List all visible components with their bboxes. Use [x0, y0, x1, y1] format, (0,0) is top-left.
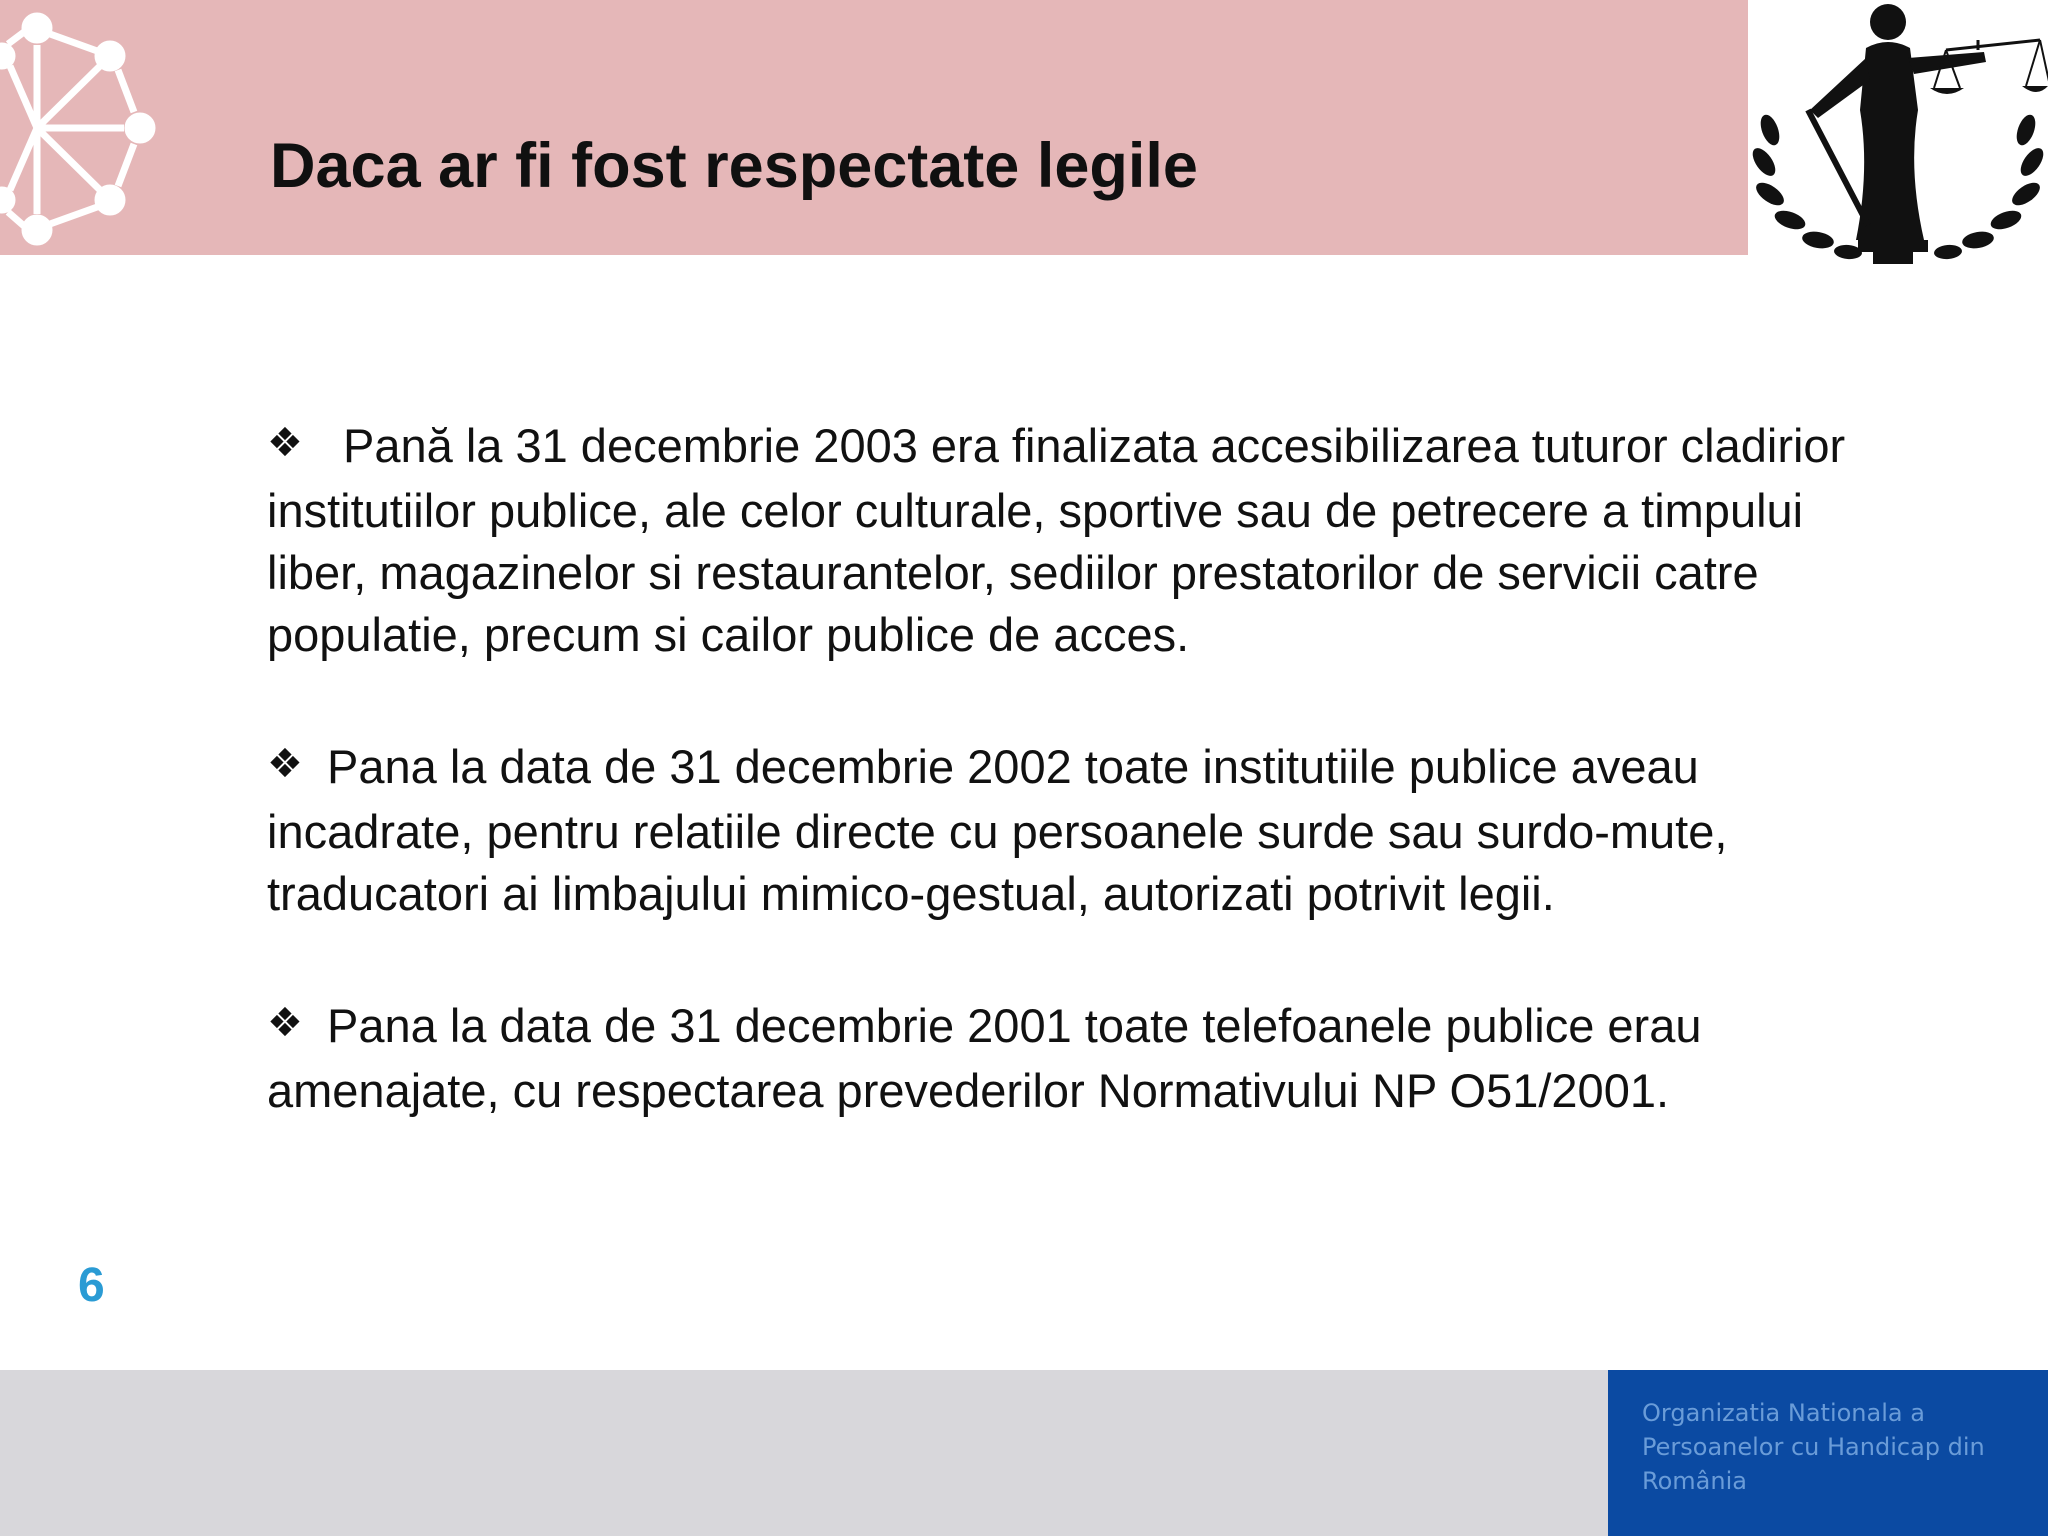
people-circle-logo-icon — [0, 0, 167, 255]
organization-name — [1642, 1396, 2042, 1498]
bullet-text: Pană la 31 decembrie 2003 era finalizata accesibilizarea tuturor cladirior institutiilor publice, ale celor culturale, sportive sau de petrecere a timpului liber, magazinelor si restaurantelor, sediilor prestatorilor de servicii catre populatie, precum si cailor publice de acces. — [267, 419, 1846, 661]
lady-justice-icon — [1748, 0, 2048, 270]
bullet-item — [267, 415, 1877, 666]
bullet-item — [267, 736, 1877, 925]
bullet-item — [267, 995, 1877, 1122]
header-band — [0, 0, 1748, 255]
four-diamond-bullet-icon: ❖ — [267, 742, 303, 786]
organization-box — [1608, 1370, 2048, 1536]
four-diamond-bullet-icon: ❖ — [267, 1001, 303, 1045]
organization-line: Persoanelor cu Handicap din — [1642, 1433, 1985, 1461]
organization-line: România — [1642, 1467, 1747, 1495]
four-diamond-bullet-icon: ❖ — [267, 421, 303, 465]
page-number: 6 — [78, 1259, 105, 1312]
slide-title: Daca ar fi fost respectate legile — [270, 131, 1198, 201]
bullet-text: Pana la data de 31 decembrie 2002 toate institutiile publice aveau incadrate, pentru relatiile directe cu persoanele surde sau surdo-mute, traducatori ai limbajului mimico-gestual, autorizati potrivit legii. — [267, 740, 1728, 920]
organization-line: Organizatia Nationala a — [1642, 1399, 1925, 1427]
bullet-list — [267, 415, 1877, 1192]
bullet-text: Pana la data de 31 decembrie 2001 toate telefoanele publice erau amenajate, cu respectarea prevederilor Normativului NP O51/2001. — [267, 999, 1702, 1117]
